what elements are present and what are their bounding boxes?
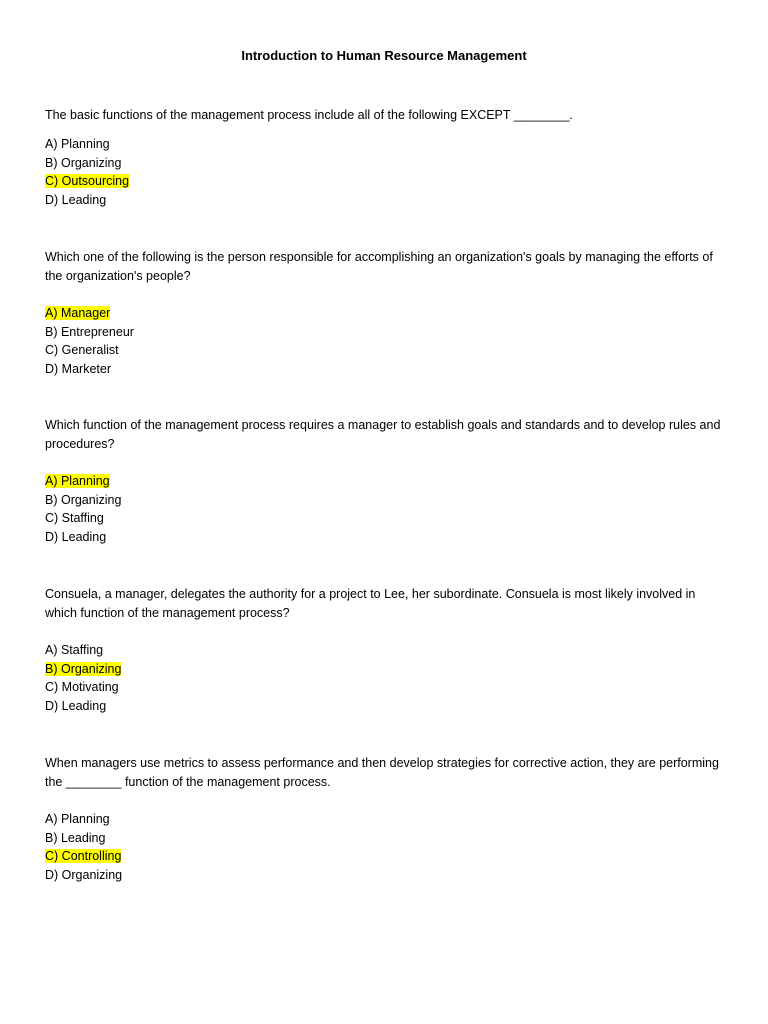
answer-option [45,323,725,342]
question-text: When managers use metrics to assess performance and then develop strategies for corrective action, they are performing the ________ function of the management process. [45,756,719,789]
answer-options [45,810,725,885]
answer-option [45,528,725,547]
answer-option [45,810,725,829]
option-text: C) Outsourcing [45,174,130,189]
question-text: Which function of the management process requires a manager to establish goals and standards and to develop rules and procedures? [45,418,721,451]
option-text: D) Marketer [45,362,111,377]
answer-option [45,697,725,716]
question-text: The basic functions of the management process include all of the following EXCEPT ________. [45,108,573,122]
answer-option [45,847,725,866]
answer-option [45,341,725,360]
answer-option [45,829,725,848]
option-text: C) Generalist [45,343,119,358]
option-text: A) Planning [45,812,110,826]
answer-option [45,660,725,679]
option-text: D) Organizing [45,868,123,883]
option-text: D) Leading [45,530,107,545]
answer-option [45,491,725,510]
option-text: B) Entrepreneur [45,324,134,339]
option-text: A) Staffing [45,643,104,657]
answer-options [45,472,725,547]
option-text: D) Leading [45,699,107,714]
option-text: C) Controlling [45,849,122,864]
document-title: Introduction to Human Resource Management [241,48,527,63]
option-text: A) Planning [45,137,110,151]
option-text: B) Leading [45,830,106,845]
option-text: D) Leading [45,193,107,208]
option-text: A) Manager [45,306,111,320]
answer-option [45,360,725,379]
answer-option [45,172,725,191]
question-5 [45,754,725,885]
answer-options [45,304,725,379]
option-text: B) Organizing [45,155,122,170]
answer-option [45,154,725,173]
question-text: Which one of the following is the person responsible for accomplishing an organization's goals by managing the efforts of the organization's people? [45,250,713,283]
question-1 [45,106,725,210]
answer-options [45,135,725,210]
option-text: B) Organizing [45,492,122,507]
answer-option [45,641,725,660]
answer-option [45,472,725,491]
answer-options [45,641,725,716]
question-3 [45,416,725,547]
option-text: C) Staffing [45,511,104,526]
option-text: B) Organizing [45,661,122,676]
question-text: Consuela, a manager, delegates the authority for a project to Lee, her subordinate. Consuela is most likely involved in which function of the management process? [45,587,696,620]
answer-option [45,866,725,885]
option-text: C) Motivating [45,680,119,695]
answer-option [45,678,725,697]
answer-option [45,191,725,210]
answer-option [45,304,725,323]
question-2 [45,248,725,379]
answer-option [45,135,725,154]
question-4 [45,585,725,716]
answer-option [45,509,725,528]
option-text: A) Planning [45,474,110,488]
